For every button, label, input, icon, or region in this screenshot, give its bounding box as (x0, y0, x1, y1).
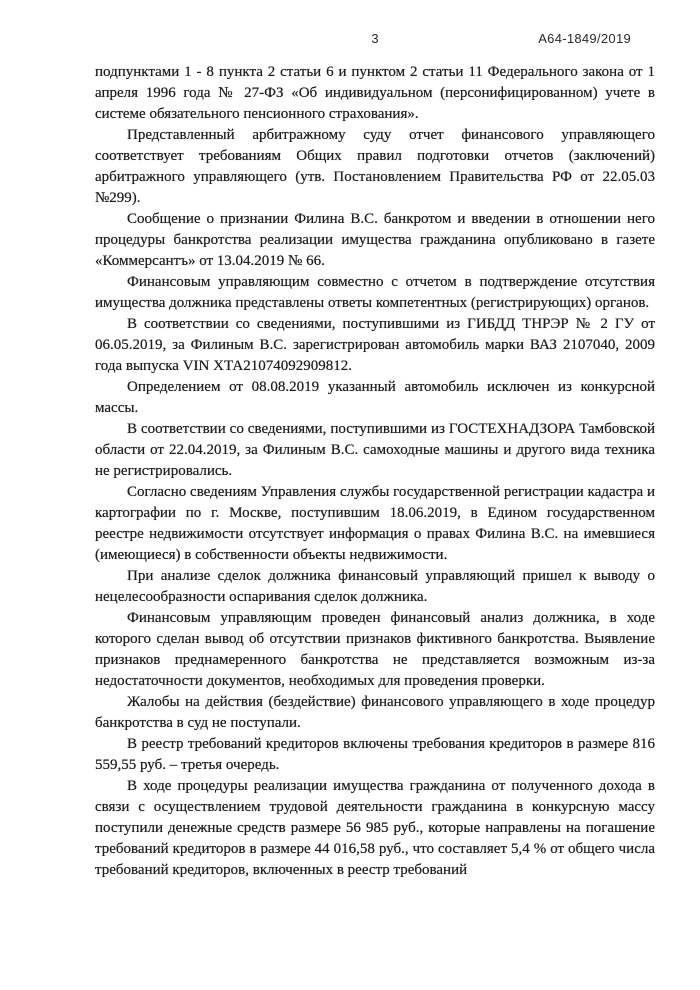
document-body (95, 62, 655, 881)
paragraph: В реестр требований кредиторов включены требования кредиторов в размере 816 559,55 руб. – третья очередь. (95, 736, 655, 773)
paragraph: В соответствии со сведениями, поступившими из ГИБДД ТНРЭР № 2 ГУ от 06.05.2019, за Филиным В.С. зарегистрирован автомобиль марки ВАЗ 2107040, 2009 года выпуска VIN ХТА21074092909812. (95, 316, 655, 374)
paragraph: Представленный арбитражному суду отчет финансового управляющего соответствует требованиям Общих правил подготовки отчетов (заключений) арбитражного управляющего (утв. Постановлением Правительства РФ от 22.05.03 №299). (95, 127, 655, 206)
paragraph: Жалобы на действия (бездействие) финансового управляющего в ходе процедур банкротства в суд не поступали. (95, 694, 655, 731)
page-header (95, 31, 655, 49)
paragraph: подпунктами 1 - 8 пункта 2 статьи 6 и пунктом 2 статьи 11 Федерального закона от 1 апреля 1996 года № 27-ФЗ «Об индивидуальном (персонифицированном) учете в системе обязательного пенсионного страхования». (95, 64, 655, 122)
paragraph: В соответствии со сведениями, поступившими из ГОСТЕХНАДЗОРА Тамбовской области от 22.04.2019, за Филиным В.С. самоходные машины и другого вида техника не регистрировались. (95, 421, 655, 479)
paragraph: Сообщение о признании Филина В.С. банкротом и введении в отношении него процедуры банкротства реализации имущества гражданина опубликовано в газете «Коммерсантъ» от 13.04.2019 № 66. (95, 211, 655, 269)
case-number: А64-1849/2019 (538, 31, 631, 46)
paragraph: При анализе сделок должника финансовый управляющий пришел к выводу о нецелесообразности оспаривания сделок должника. (95, 568, 655, 605)
paragraph: Финансовым управляющим проведен финансовый анализ должника, в ходе которого сделан вывод об отсутствии признаков фиктивного банкротства. Выявление признаков преднамеренного банкротства не представляется возможным из-за недостаточности документов, необходимых для проведения проверки. (95, 610, 655, 689)
paragraph: Определением от 08.08.2019 указанный автомобиль исключен из конкурсной массы. (95, 379, 655, 416)
paragraph: Согласно сведениям Управления службы государственной регистрации кадастра и картографии по г. Москве, поступившим 18.06.2019, в Едином государственном реестре недвижимости отсутствует информация о правах Филина В.С. на имевшиеся (имеющиеся) в собственности объекты недвижимости. (95, 484, 655, 563)
paragraph: В ходе процедуры реализации имущества гражданина от полученного дохода в связи с осуществлением трудовой деятельности гражданина в конкурсную массу поступили денежные средств размере 56 985 руб., которые направлены на погашение требований кредиторов в размере 44 016,58 руб., что составляет 5,4 % от общего числа требований кредиторов, включенных в реестр требований (95, 778, 655, 878)
paragraph: Финансовым управляющим совместно с отчетом в подтверждение отсутствия имущества должника представлены ответы компетентных (регистрирующих) органов. (95, 274, 655, 311)
page-number: 3 (371, 31, 379, 46)
